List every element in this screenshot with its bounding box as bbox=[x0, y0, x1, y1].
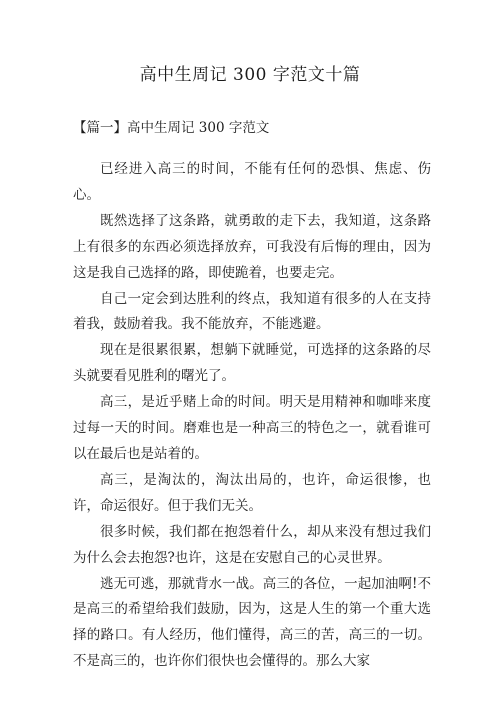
paragraph-7: 很多时候，我们都在抱怨着什么，却从来没有想过我们为什么会去抱怨?也许，这是在安慰自己的心灵世界。 bbox=[73, 523, 431, 566]
paragraph-8: 逃无可逃，那就背水一战。高三的各位，一起加油啊!不是高三的希望给我们鼓励，因为，这是人生的第一个重大选择的路口。有人经历，他们懂得，高三的苦，高三的一切。不是高三的，也许你们很快也会懂得的。那么大家 bbox=[73, 575, 431, 670]
paragraph-2: 既然选择了这条路，就勇敢的走下去，我知道，这条路上有很多的东西必须选择放弃，可我没有后悔的理由，因为这是我自己选择的路，即使跪着，也要走完。 bbox=[73, 212, 431, 281]
paragraph-1: 已经进入高三的时间，不能有任何的恐惧、焦虑、伤心。 bbox=[73, 161, 431, 203]
paragraph-4: 现在是很累很累，想躺下就睡觉，可选择的这条路的尽头就要看见胜利的曙光了。 bbox=[73, 342, 431, 385]
paragraph-5: 高三，是近乎赌上命的时间。明天是用精神和咖啡来度过每一天的时间。磨难也是一种高三的特色之一，就看谁可以在最后也是站着的。 bbox=[73, 394, 431, 462]
paragraph-3: 自己一定会到达胜利的终点，我知道有很多的人在支持着我，鼓励着我。我不能放弃，不能逃避。 bbox=[73, 290, 431, 333]
page-title: 高中生周记 300 字范文十篇 bbox=[139, 65, 361, 85]
paragraph-6: 高三，是淘汰的，淘汰出局的，也许，命运很惨，也许，命运很好。但于我们无关。 bbox=[73, 471, 431, 514]
article-body bbox=[73, 157, 431, 675]
section-heading: 【篇一】高中生周记 300 字范文 bbox=[73, 120, 270, 136]
